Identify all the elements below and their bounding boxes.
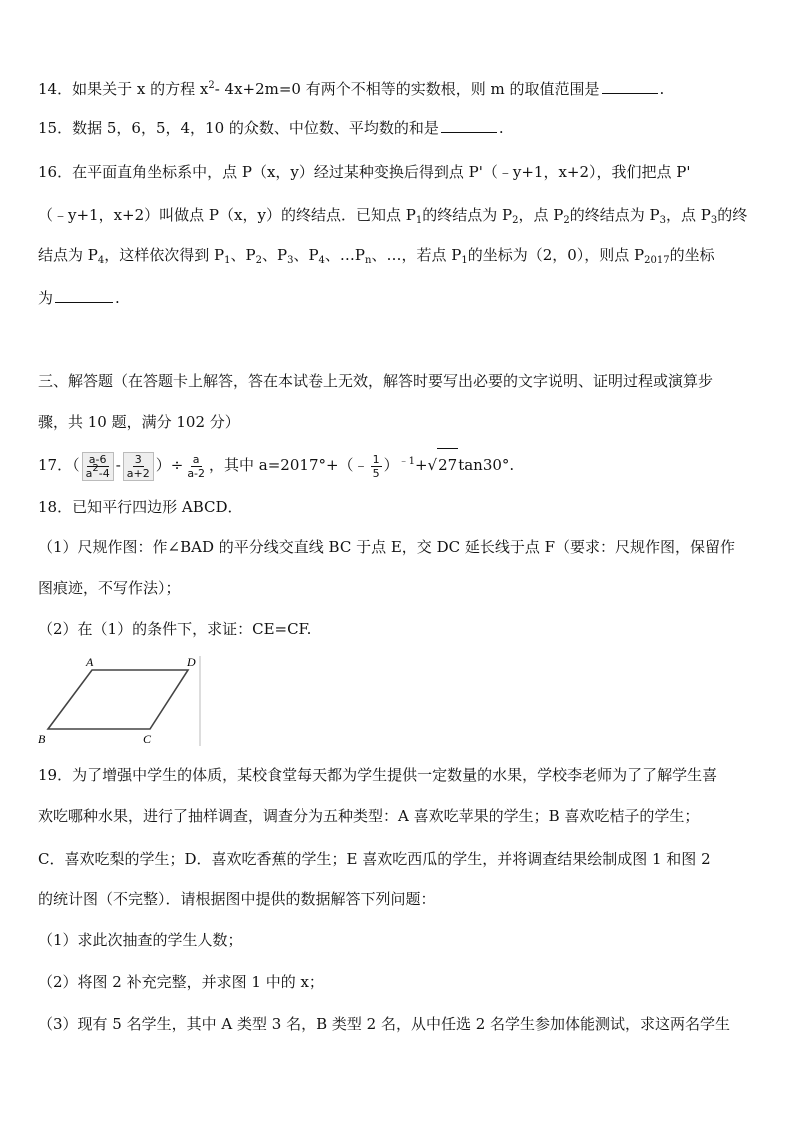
q15-end: . [498,119,504,137]
fraction-numerator: 1 [372,452,380,466]
q19-line-2: 欢吃哪种水果，进行了抽样调查，调查分为五种类型：A 喜欢吃苹果的学生；B 喜欢吃桔子的学生； [38,807,700,825]
vertex-label-a: A [86,655,94,669]
q16-sub: 3 [287,255,294,266]
q16-l3-text-e: 、P [293,246,319,264]
q16-l3-text-b: ，这样依次得到 P [104,246,225,264]
q16-sub: n [365,255,372,266]
q16-sub: 2 [255,255,262,266]
q16-l3-text-i: 的坐标 [669,246,715,264]
q19-sub-2: （2）将图 2 补充完整，并求图 1 中的 x； [38,973,324,991]
vertex-label-b: B [38,732,46,746]
q17-rparen-divide: ）÷ [155,456,184,474]
fraction-numerator: a-6 [88,452,107,466]
sqrt-icon: √ [427,456,438,474]
q16-line-3 [38,245,715,265]
parallelogram-shape [48,670,188,729]
q16-l4-end: . [115,289,120,307]
q17-plus: + [414,456,428,474]
q15-text: 15．数据 5，6，5，4，10 的众数、中位数、平均数的和是 [38,119,439,137]
q16-l2-text-f: 的终 [717,206,748,224]
q17-rparen: ） [383,456,399,474]
q16-sub: 4 [97,255,105,266]
q17-fraction-2 [123,452,154,481]
q16-sub: 3 [710,215,718,226]
q16-line-4 [38,288,120,308]
vertex-label-c: C [143,732,152,746]
q15-answer-blank [441,118,497,133]
q16-sub: 1 [461,255,468,266]
q16-l3-text-a: 结点为 P [38,246,98,264]
q16-l3-text-d: 、P [261,246,288,264]
q16-line-2 [38,205,747,225]
q18-part1-line-1: （1）尺规作图：作∠BAD 的平分线交直线 BC 于点 E，交 DC 延长线于点 F（要求：尺规作图，保留作 [38,538,736,556]
fraction-numerator: a [192,452,200,466]
q16-sub: 2017 [644,255,670,266]
fraction-denominator: 5 [372,466,380,480]
q16-l2-text-b: 的终结点为 P [422,206,513,224]
q18-part2: （2）在（1）的条件下，求证：CE=CF. [38,620,312,638]
fraction-denominator: a+2 [126,466,150,480]
q17-label: 17．（ [38,456,80,474]
q19-line-3: C．喜欢吃梨的学生；D．喜欢吃香蕉的学生；E 喜欢吃西瓜的学生，并将调查结果绘制成图 1 和图 2 [38,850,711,868]
q16-sub: 3 [659,215,666,226]
q16-l3-text-c: 、P [230,246,256,264]
q17-tail: tan30°. [458,456,515,474]
q16-l3-text-f: 、…P [324,246,365,264]
fraction-denominator [84,462,112,480]
q17-den-exponent: 2 [92,462,99,474]
q16-sub: 4 [318,255,325,266]
q16-l2-text-d: 的终结点为 P [569,206,660,224]
q16-l2-text-e: ，点 P [665,206,711,224]
fraction-denominator: a-2 [187,466,206,480]
q16-l2-text-a: （﹣y+1，x+2）叫做点 P（x，y）的终结点．已知点 P [38,206,416,224]
q17-exponent: ﹣1 [398,456,415,467]
q16-sub: 1 [415,215,423,226]
q17-condition: ，其中 a=2017°+（﹣ [209,456,369,474]
q18-part1-line-2: 图痕迹，不写作法）； [38,579,181,597]
q16-answer-blank [55,288,113,303]
q19-sub-1: （1）求此次抽查的学生人数； [38,931,243,949]
q16-line-1: 16．在平面直角坐标系中，点 P（x，y）经过某种变换后得到点 P'（﹣y+1，x+2），我们把点 P' [38,163,691,181]
q19-line-4: 的统计图（不完整）．请根据图中提供的数据解答下列问题： [38,890,436,908]
vertex-label-d: D [187,655,196,669]
q16-l4-text: 为 [38,289,54,307]
q16-l3-text-h: 的坐标为（2，0），则点 P [467,246,645,264]
q14-end: . [659,80,665,98]
question-17 [38,448,514,481]
q16-sub: 2 [512,215,519,226]
question-15 [38,118,504,138]
q17-minus: - [115,456,121,474]
q16-l2-text-c: ，点 P [518,206,564,224]
q16-sub: 2 [563,215,570,226]
q16-l3-text-g: 、…，若点 P [371,246,462,264]
q14-prefix: 14．如果关于 x 的方程 x [38,80,209,98]
q19-sub-3: （3）现有 5 名学生，其中 A 类型 3 名，B 类型 2 名，从中任选 2 名学生参加体能测试，求这两名学生 [38,1015,731,1033]
q19-line-1: 19．为了增强中学生的体质，某校食堂每天都为学生提供一定数量的水果，学校李老师为了了解学生喜 [38,766,718,784]
q17-fraction-1 [82,452,114,481]
q14-answer-blank [602,79,658,94]
q16-sub: 1 [224,255,231,266]
q14-suffix: - 4x+2m=0 有两个不相等的实数根，则 m 的取值范围是 [214,80,600,98]
q17-radicand: 27 [437,448,458,481]
q17-fraction-4 [371,453,382,480]
q14-exponent: 2 [208,80,215,91]
parallelogram-figure [38,654,202,746]
question-14 [38,79,664,99]
fraction-numerator: 3 [134,452,142,466]
section-3-heading-line-2: 骤，共 10 题，满分 102 分） [38,413,240,431]
section-3-heading-line-1: 三、解答题（在答题卡上解答，答在本试卷上无效，解答时要写出必要的文字说明、证明过程或演算步 [38,372,714,390]
q17-den-tail: -4 [98,466,110,480]
q17-den-base: a [85,466,93,480]
q18-title: 18．已知平行四边形 ABCD． [38,498,243,516]
q17-fraction-3 [185,453,207,480]
